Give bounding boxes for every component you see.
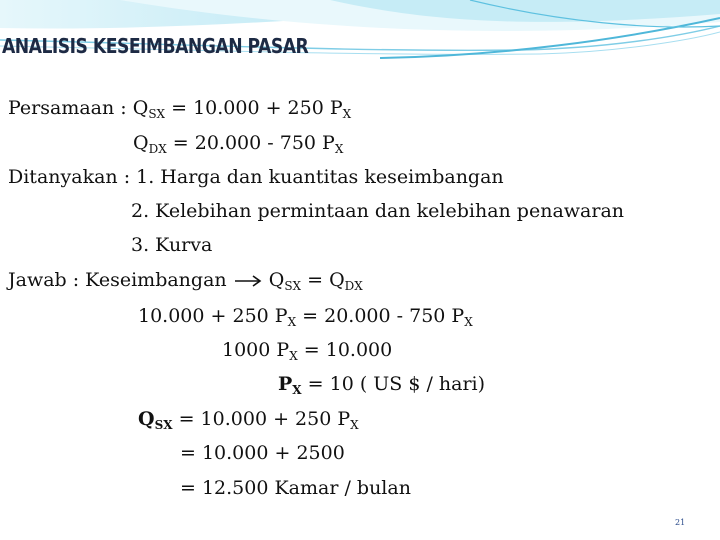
question-1: Ditanyakan : 1. Harga dan kuantitas keseimbangan	[8, 166, 504, 188]
equation-supply: Persamaan : $Q_{SX} = 10.000 + 250$ $P_X$	[8, 97, 352, 121]
arrow-right-icon	[233, 274, 263, 288]
page-number: 21	[675, 518, 686, 527]
quantity-equation: $Q_{SX} = 10.000 + 250$ $P_X$	[138, 408, 359, 432]
equilibrium-quantity: = 12.500 Kamar / bulan	[180, 477, 411, 499]
quantity-substitution: = 10.000 + 2500	[180, 442, 345, 464]
question-2: 2. Kelebihan permintaan dan kelebihan penawaran	[131, 200, 625, 222]
step-simplify: 1000 $P_X = 10.000$	[222, 339, 393, 363]
answer-equilibrium: Jawab : Keseimbangan $Q_{SX} = Q_{DX}$	[8, 269, 363, 293]
equation-demand: $Q_{DX} = 20.000 - 750$ $P_X$	[133, 132, 344, 156]
step-equate: 10.000 + 250 $P_X = 20.000 - 750$ $P_X$	[138, 305, 473, 329]
slide-title: ANALISIS KESEIMBANGAN PASAR	[2, 34, 309, 58]
question-3: 3. Kurva	[131, 234, 213, 256]
equilibrium-price: $P_X = 10$ ( US $ / hari)	[278, 373, 486, 397]
